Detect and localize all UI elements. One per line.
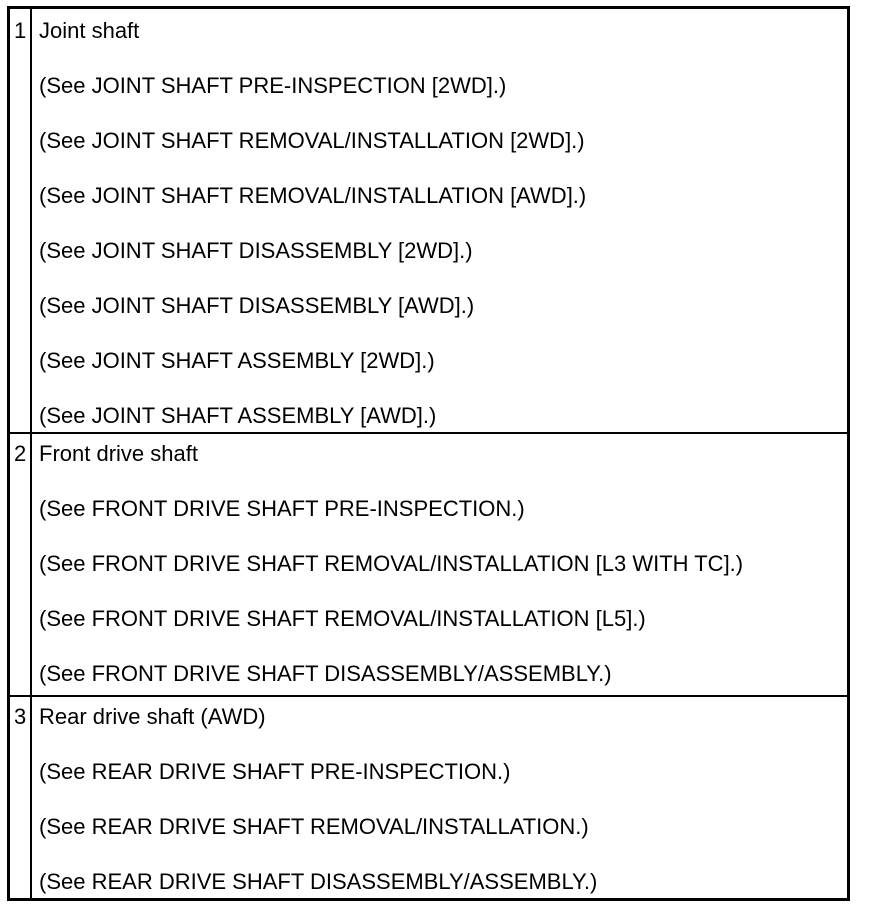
table-row-front-drive-shaft [10, 432, 847, 697]
table-row-joint-shaft [10, 9, 847, 432]
reference-link[interactable]: (See JOINT SHAFT ASSEMBLY [2WD].) [39, 348, 435, 373]
reference-link[interactable]: (See JOINT SHAFT PRE-INSPECTION [2WD].) [39, 73, 507, 98]
row-title: Joint shaft [39, 18, 140, 43]
row-content-cell [39, 434, 847, 709]
row-content-cell [39, 9, 847, 449]
reference-link[interactable]: (See FRONT DRIVE SHAFT REMOVAL/INSTALLATION [L5].) [39, 606, 646, 631]
row-number: 2 [14, 441, 27, 466]
row-number-cell [10, 9, 32, 432]
reference-link[interactable]: (See JOINT SHAFT REMOVAL/INSTALLATION [AWD].) [39, 183, 587, 208]
reference-link[interactable]: (See FRONT DRIVE SHAFT REMOVAL/INSTALLATION [L3 WITH TC].) [39, 551, 744, 576]
reference-link[interactable]: (See REAR DRIVE SHAFT REMOVAL/INSTALLATION.) [39, 814, 589, 839]
table-row-rear-drive-shaft [10, 695, 847, 900]
row-title: Rear drive shaft (AWD) [39, 704, 266, 729]
reference-link[interactable]: (See JOINT SHAFT DISASSEMBLY [AWD].) [39, 293, 475, 318]
row-number-cell [10, 434, 32, 697]
reference-link[interactable]: (See REAR DRIVE SHAFT PRE-INSPECTION.) [39, 759, 511, 784]
reference-link[interactable]: (See FRONT DRIVE SHAFT DISASSEMBLY/ASSEMBLY.) [39, 661, 612, 686]
row-number: 1 [14, 18, 27, 43]
reference-link[interactable]: (See JOINT SHAFT REMOVAL/INSTALLATION [2WD].) [39, 128, 585, 153]
reference-link[interactable]: (See JOINT SHAFT DISASSEMBLY [2WD].) [39, 238, 473, 263]
reference-link[interactable]: (See REAR DRIVE SHAFT DISASSEMBLY/ASSEMBLY.) [39, 869, 598, 894]
row-number-cell [10, 697, 32, 900]
row-title: Front drive shaft [39, 441, 198, 466]
reference-link[interactable]: (See JOINT SHAFT ASSEMBLY [AWD].) [39, 403, 437, 428]
reference-link[interactable]: (See FRONT DRIVE SHAFT PRE-INSPECTION.) [39, 496, 525, 521]
row-number: 3 [14, 704, 27, 729]
row-content-cell [39, 697, 847, 917]
component-reference-table [7, 6, 850, 901]
